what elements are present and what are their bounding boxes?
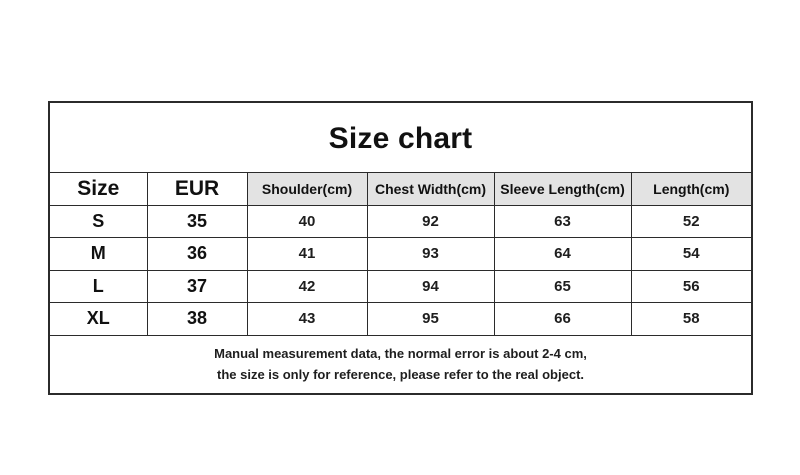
header-shoulder: Shoulder(cm) xyxy=(247,173,367,206)
table-row xyxy=(50,205,751,238)
length-cell: 52 xyxy=(631,205,751,238)
chest-width-cell: 94 xyxy=(367,270,494,303)
header-chest-width: Chest Width(cm) xyxy=(367,173,494,206)
header-sleeve-length: Sleeve Length(cm) xyxy=(494,173,631,206)
title-row xyxy=(50,103,751,173)
sleeve-length-cell: 65 xyxy=(494,270,631,303)
chest-width-cell: 93 xyxy=(367,238,494,271)
sleeve-length-cell: 66 xyxy=(494,303,631,336)
size-cell: L xyxy=(50,270,147,303)
size-cell: XL xyxy=(50,303,147,336)
shoulder-cell: 40 xyxy=(247,205,367,238)
measurement-note xyxy=(50,334,751,393)
header-eur: EUR xyxy=(147,173,247,206)
table-row xyxy=(50,303,751,336)
shoulder-cell: 43 xyxy=(247,303,367,336)
size-cell: S xyxy=(50,205,147,238)
size-table xyxy=(50,172,751,336)
header-row xyxy=(50,173,751,206)
eur-cell: 35 xyxy=(147,205,247,238)
chart-title: Size chart xyxy=(328,121,473,155)
eur-cell: 36 xyxy=(147,238,247,271)
shoulder-cell: 42 xyxy=(247,270,367,303)
eur-cell: 38 xyxy=(147,303,247,336)
header-length: Length(cm) xyxy=(631,173,751,206)
note-line-2: the size is only for reference, please refer to the real object. xyxy=(216,366,585,382)
length-cell: 58 xyxy=(631,303,751,336)
length-cell: 56 xyxy=(631,270,751,303)
size-cell: M xyxy=(50,238,147,271)
eur-cell: 37 xyxy=(147,270,247,303)
shoulder-cell: 41 xyxy=(247,238,367,271)
table-row xyxy=(50,270,751,303)
sleeve-length-cell: 63 xyxy=(494,205,631,238)
header-size: Size xyxy=(50,173,147,206)
sleeve-length-cell: 64 xyxy=(494,238,631,271)
chest-width-cell: 92 xyxy=(367,205,494,238)
chest-width-cell: 95 xyxy=(367,303,494,336)
size-chart xyxy=(48,101,753,395)
table-row xyxy=(50,238,751,271)
note-line-1: Manual measurement data, the normal error is about 2-4 cm, xyxy=(214,345,587,361)
length-cell: 54 xyxy=(631,238,751,271)
